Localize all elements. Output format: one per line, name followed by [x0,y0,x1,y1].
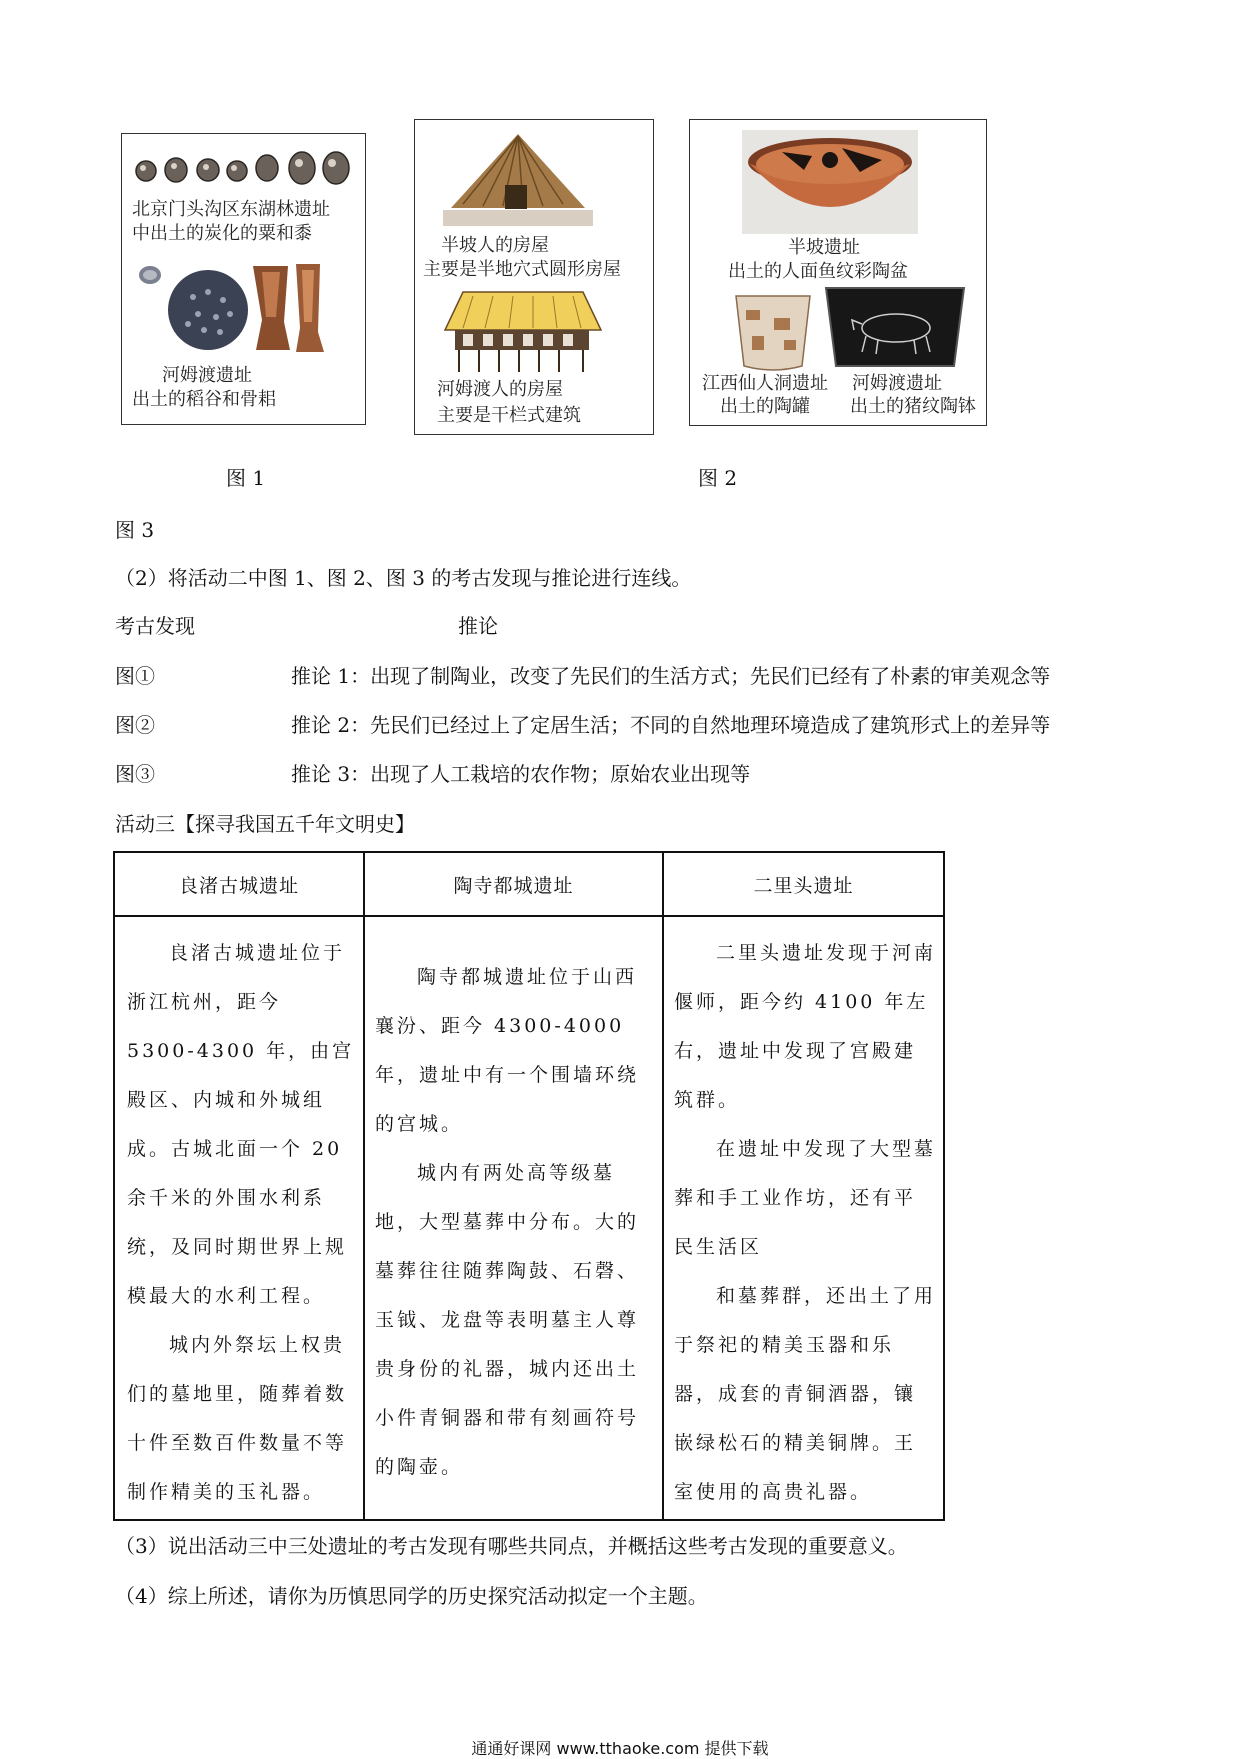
activity-3-title: 活动三【探寻我国五千年文明史】 [115,812,415,836]
q2-inference-3: 推论 3：出现了人工栽培的农作物；原始农业出现等 [291,762,751,786]
table-header-taosi: 陶寺都城遗址 [453,874,574,897]
grain-caption-line-1: 北京门头沟区东湖林遗址 [132,199,330,220]
jar-caption-line-2: 出土的陶罐 [720,396,810,417]
q2-column-inference-label: 推论 [458,614,498,638]
banpo-house-caption-line-2: 主要是半地穴式圆形房屋 [423,259,621,280]
taosi-paragraph-2: 城内有两处高等级墓地，大型墓葬中分布。大的墓葬往往随葬陶鼓、石磬、玉钺、龙盘等表明墓主人尊贵身份的礼器，城内还出土小件青铜器和带有刻画符号的陶壶。 [375,1162,640,1478]
rice-caption-line-2: 出土的稻谷和骨耜 [132,389,276,410]
bowl-caption-line-2: 出土的猪纹陶钵 [850,396,976,417]
bowl-caption-line-1: 河姆渡遗址 [852,373,942,394]
grain-caption-line-2: 中出土的炭化的粟和黍 [132,223,312,244]
question-2-prompt: （2）将活动二中图 1、图 2、图 3 的考古发现与推论进行连线。 [115,566,692,590]
rice-and-bone-tool-image [138,262,328,354]
figure-label-1: 图 1 [226,466,266,490]
liangzhu-paragraph-2: 城内外祭坛上权贵们的墓地里，随葬着数十件至数百件数量不等制作精美的玉礼器。 [127,1334,348,1503]
figure-box-houses [414,119,654,435]
pig-pattern-bowl-image [822,280,968,372]
taosi-paragraph-1: 陶寺都城遗址位于山西襄汾、距今 4300-4000 年，遗址中有一个围墙环绕的宫城。 [375,966,640,1135]
erlitou-paragraph-3: 和墓葬群，还出土了用于祭祀的精美玉器和乐器，成套的青铜酒器，镶嵌绿松石的精美铜牌。王室使用的高贵礼器。 [674,1285,937,1503]
banpo-house-caption-line-1: 半坡人的房屋 [441,235,549,256]
figure-box-pottery [689,119,987,426]
xianrendong-jar-image [730,288,816,374]
page-footer: 通通好课网 www.tthaoke.com 提供下载 [471,1739,769,1758]
table-cell-erlitou [674,929,936,1517]
q2-figure-3-label: 图③ [115,762,155,786]
table-header-erlitou: 二里头遗址 [753,874,854,897]
table-header-liangzhu: 良渚古城遗址 [178,874,299,897]
grain-seeds-image [134,148,356,190]
figure-label-3: 图 3 [115,518,155,542]
jar-caption-line-1: 江西仙人洞遗址 [702,373,828,394]
question-4: （4）综上所述，请你为历慎思同学的历史探究活动拟定一个主题。 [115,1584,708,1608]
figure-box-grains [121,133,366,425]
stilt-house-image [433,286,603,376]
table-cell-taosi [375,953,655,1492]
q2-figure-1-label: 图① [115,664,155,688]
q2-column-discovery-label: 考古发现 [115,614,195,638]
fish-face-basin-image [742,130,918,234]
hemudu-house-caption-line-2: 主要是干栏式建筑 [437,405,581,426]
rice-caption-line-1: 河姆渡遗址 [162,365,252,386]
banpo-basin-caption-line-1: 半坡遗址 [788,237,860,258]
sites-table [113,851,945,1521]
banpo-basin-caption-line-2: 出土的人面鱼纹彩陶盆 [728,261,908,282]
round-thatched-hut-image [443,130,593,230]
erlitou-paragraph-2: 在遗址中发现了大型墓葬和手工业作坊，还有平民生活区 [674,1138,937,1258]
q2-figure-2-label: 图② [115,713,155,737]
q2-inference-2: 推论 2：先民们已经过上了定居生活；不同的自然地理环境造成了建筑形式上的差异等 [291,713,1051,737]
q2-inference-1: 推论 1：出现了制陶业，改变了先民们的生活方式；先民们已经有了朴素的审美观念等 [291,664,1051,688]
erlitou-paragraph-1: 二里头遗址发现于河南偃师，距今约 4100 年左右，遗址中发现了宫殿建筑群。 [674,942,937,1111]
liangzhu-paragraph-1: 良渚古城遗址位于浙江杭州，距今 5300-4300 年，由宫殿区、内城和外城组成。古城北面一个 20 余千米的外围水利系统，及同时期世界上规模最大的水利工程。 [127,942,355,1307]
hemudu-house-caption-line-1: 河姆渡人的房屋 [437,379,563,400]
question-3: （3）说出活动三中三处遗址的考古发现有哪些共同点，并概括这些考古发现的重要意义。 [115,1534,908,1558]
table-cell-liangzhu [127,929,355,1517]
figure-label-2: 图 2 [698,466,738,490]
